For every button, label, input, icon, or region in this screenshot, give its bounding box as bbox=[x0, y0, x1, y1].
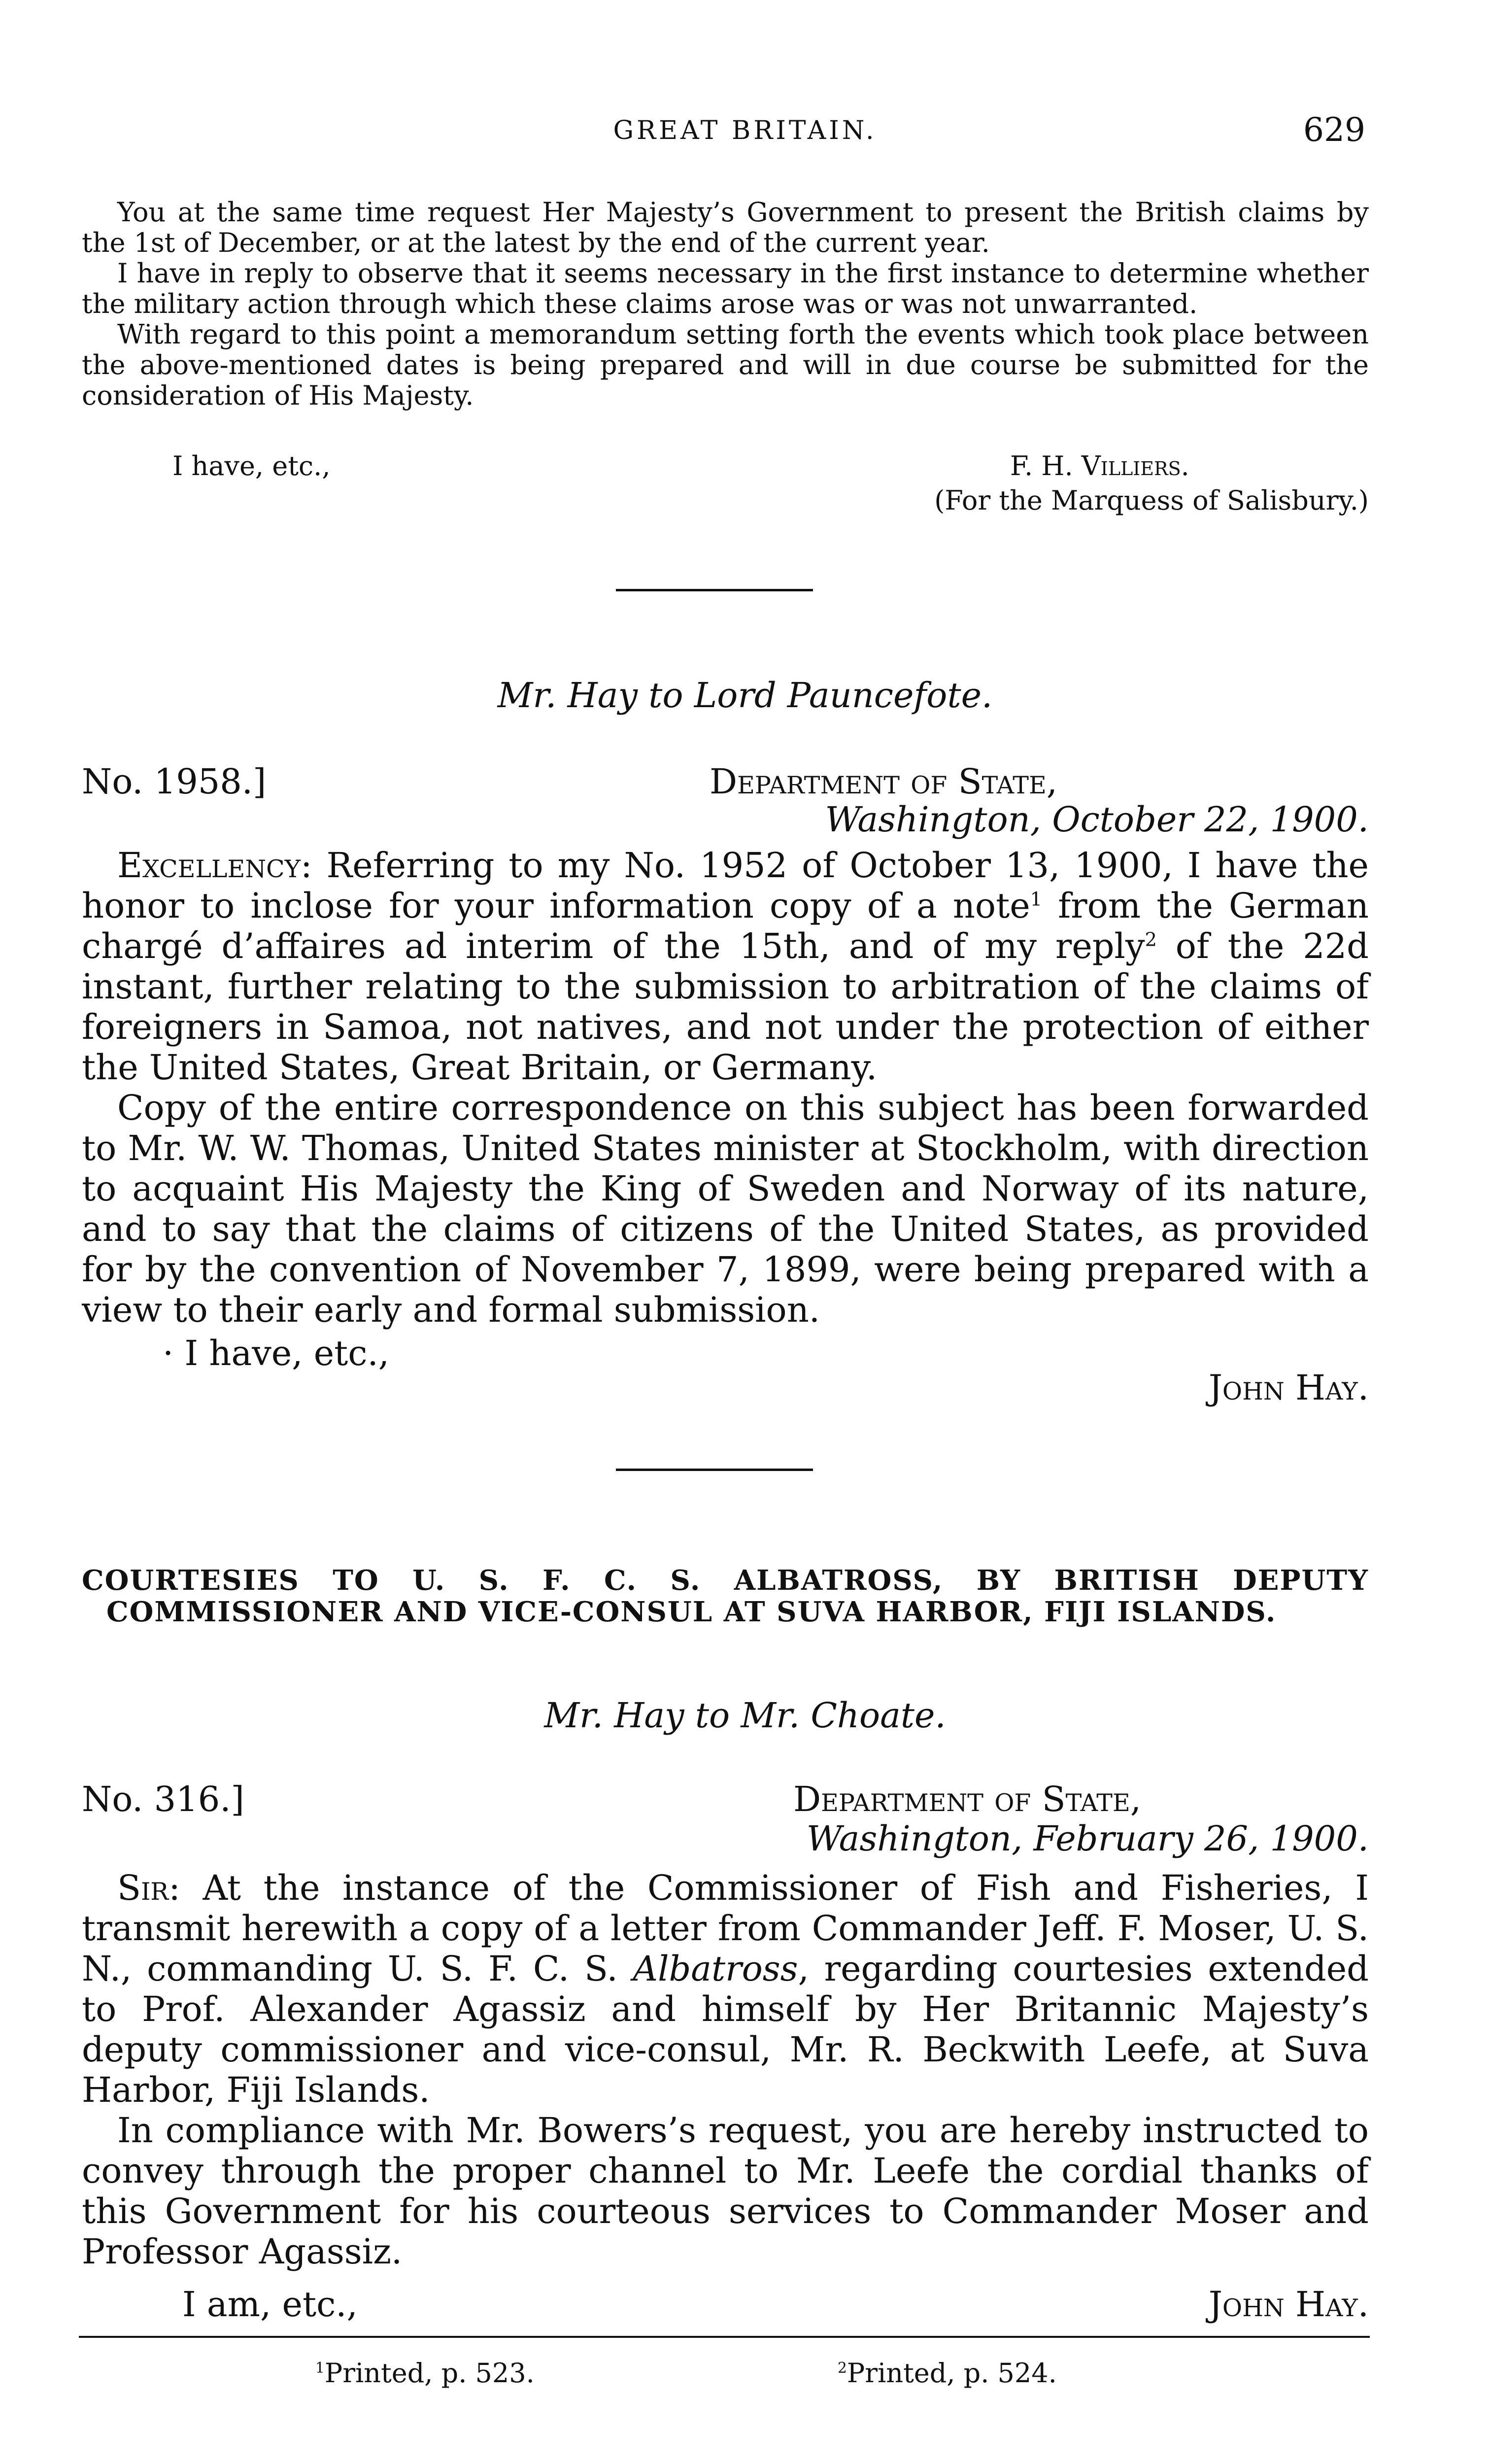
letter-3-department: Department of State, bbox=[793, 1779, 1142, 1819]
section-divider bbox=[616, 589, 813, 591]
letter-1-signature-note: (For the Marquess of Salisbury.) bbox=[934, 485, 1369, 516]
letter-3-number: No. 316.] bbox=[82, 1779, 244, 1819]
page-number: 629 bbox=[1303, 111, 1365, 149]
letter-2-place-date: Washington, October 22, 1900. bbox=[825, 799, 1369, 840]
letter-3-closing: I am, etc., bbox=[182, 2284, 358, 2325]
letter-2-paragraph-2: Copy of the entire correspondence on this subject has been forwarded to Mr. W. W. Thomas, United States minister at Stockholm, with direction to acquaint His Majesty the King of Sweden and Norway of its nature, and to say that the claims of citizens of the United States, as provided for by the convention of November 7, 1899, were being prepared with a view to their early and formal submission. bbox=[82, 1088, 1369, 1330]
footnote-1: $^1$Printed, p. 523. bbox=[315, 2358, 535, 2389]
letter-3-body bbox=[82, 1868, 1369, 2272]
letter-3-salutation: Sir: bbox=[117, 1868, 180, 1908]
letter-3-place-date: Washington, February 26, 1900. bbox=[806, 1818, 1369, 1859]
letter-1-closing: I have, etc., bbox=[172, 450, 331, 481]
footnote-2: $^2$Printed, p. 524. bbox=[838, 2358, 1057, 2389]
footnote-rule bbox=[79, 2336, 1370, 2338]
letter-2-paragraph-1: Excellency: Referring to my No. 1952 of October 13, 1900, I have the honor to inclose for your information copy of a note$^1$ from the German chargé d’affaires ad interim of the 15th, and of my reply$^2$ of the 22d instant, further relating to the submission to arbitration of the claims of foreigners in Samoa, not natives, and not under the protection of either the United States, Great Britain, or Germany. bbox=[82, 845, 1369, 1088]
letter-2-salutation: Excellency: bbox=[117, 845, 312, 886]
running-head: GREAT BRITAIN. bbox=[613, 116, 877, 145]
footnote-ref-2: 2 bbox=[1145, 928, 1157, 951]
letter-2-title: Mr. Hay to Lord Pauncefote. bbox=[497, 675, 993, 716]
letter-1-paragraph: I have in reply to observe that it seems necessary in the first instance to determine whether the military action through which these claims arose was or was not unwarranted. bbox=[82, 258, 1369, 319]
letter-2-number: No. 1958.] bbox=[82, 761, 267, 802]
letter-2-closing: · I have, etc., bbox=[163, 1333, 389, 1373]
letter-2-body bbox=[82, 845, 1369, 1330]
footnote-ref-1: 1 bbox=[1030, 888, 1043, 911]
ship-name: Albatross bbox=[633, 1949, 798, 1989]
letter-1-paragraph: With regard to this point a memorandum setting forth the events which took place between the above-mentioned dates is being prepared and will in due course be submitted for the consideration of His Majesty. bbox=[82, 319, 1369, 411]
letter-1-body bbox=[82, 197, 1369, 411]
letter-3-signature: John Hay. bbox=[1208, 2284, 1369, 2325]
letter-3-paragraph-1: Sir: At the instance of the Commissioner of Fish and Fisheries, I transmit herewith a copy of a letter from Commander Jeff. F. Moser, U. S. N., commanding U. S. F. C. S. Albatross, regarding courtesies extended to Prof. Alexander Agassiz and himself by Her Britannic Majesty’s deputy commissioner and vice-consul, Mr. R. Beckwith Leefe, at Suva Harbor, Fiji Islands. bbox=[82, 1868, 1369, 2110]
letter-3-paragraph-2: In compliance with Mr. Bowers’s request, you are hereby instructed to convey through the proper channel to Mr. Leefe the cordial thanks of this Government for his courteous services to Commander Moser and Professor Agassiz. bbox=[82, 2110, 1369, 2272]
letter-3-title: Mr. Hay to Mr. Choate. bbox=[544, 1695, 946, 1736]
section-heading: COURTESIES TO U. S. F. C. S. ALBATROSS, BY BRITISH DEPUTY COMMISSIONER AND VICE-CONSUL AT SUVA HARBOR, FIJI ISLANDS. bbox=[82, 1564, 1369, 1628]
letter-1-signature: F. H. Villiers. bbox=[1010, 450, 1189, 481]
letter-1-paragraph: You at the same time request Her Majesty’s Government to present the British claims by the 1st of December, or at the latest by the end of the current year. bbox=[82, 197, 1369, 258]
letter-2-department: Department of State, bbox=[710, 761, 1058, 802]
letter-2-signature: John Hay. bbox=[1208, 1368, 1369, 1408]
section-divider bbox=[616, 1469, 813, 1471]
